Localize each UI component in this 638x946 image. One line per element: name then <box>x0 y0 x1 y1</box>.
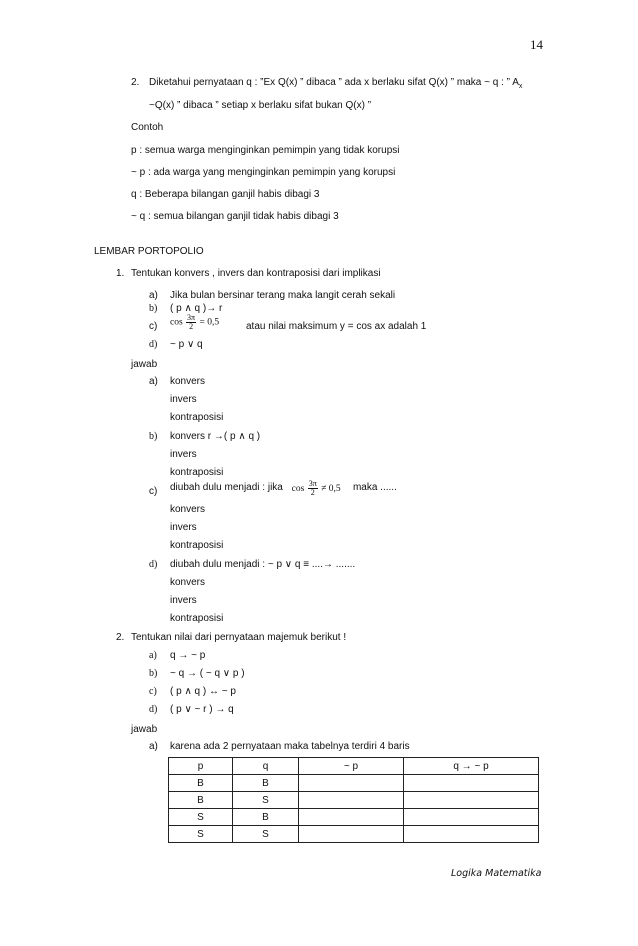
table-cell <box>299 826 404 843</box>
q2-b-text: ~ q → ( ~ q ∨ p ) <box>170 668 245 679</box>
q1-c-label: c) <box>149 321 158 332</box>
q2-a-label: a) <box>149 650 157 661</box>
jawab-1-label: jawab <box>131 359 158 370</box>
q2-b-label: b) <box>149 668 158 679</box>
table-cell: B <box>233 775 299 792</box>
section-title: LEMBAR PORTOPOLIO <box>94 246 204 257</box>
table-cell: B <box>169 792 233 809</box>
example-4: ~ q : semua bilangan ganjil tidak habis dibagi 3 <box>131 211 339 222</box>
q2-c-text: ( p ∧ q ) ↔ ~ p <box>170 686 236 697</box>
q1-b-label: b) <box>149 303 158 314</box>
j1-c-post: maka ...... <box>352 482 397 494</box>
q1-text: Tentukan konvers , invers dan kontraposisi dari implikasi <box>131 268 381 279</box>
q1-c-formula <box>170 314 219 331</box>
table-cell <box>404 775 539 792</box>
j1-c-line <box>170 480 397 497</box>
table-row <box>169 826 539 843</box>
j1-a-konvers: konvers <box>170 376 206 387</box>
table-cell: S <box>233 792 299 809</box>
table-header-cell: ~ p <box>299 758 404 775</box>
j1-d-invers: invers <box>170 595 197 606</box>
table-row <box>169 809 539 826</box>
j1-b-invers: invers <box>170 449 197 460</box>
table-header-cell: p <box>169 758 233 775</box>
table-cell <box>299 809 404 826</box>
table-cell <box>299 775 404 792</box>
j1-c-invers: invers <box>170 522 197 533</box>
cos-text: cos <box>170 317 183 328</box>
q1-a-label: a) <box>149 290 158 301</box>
fraction <box>186 314 196 331</box>
j1-c-konvers: konvers <box>170 504 206 515</box>
j1-c-kontraposisi: kontraposisi <box>170 540 224 551</box>
q2-c-label: c) <box>149 686 157 697</box>
contoh-label: Contoh <box>131 122 164 133</box>
fraction <box>308 480 318 497</box>
j1-d-kontraposisi: kontraposisi <box>170 613 224 624</box>
table-row <box>169 775 539 792</box>
table-cell: B <box>233 809 299 826</box>
j2-a-label: a) <box>149 741 158 752</box>
fraction-numerator: 3π <box>187 313 196 322</box>
not-equals-value: ≠ 0,5 <box>321 483 341 494</box>
table-cell <box>299 792 404 809</box>
table-cell: S <box>233 826 299 843</box>
j1-d-label: d) <box>149 559 158 570</box>
q2-d-text: ( p ∨ ~ r ) → q <box>170 704 234 715</box>
fraction-numerator: 3π <box>308 479 317 488</box>
q1-d-text: ~ p ∨ q <box>170 339 203 350</box>
page-number: 14 <box>530 37 543 52</box>
q1-c-text: atau nilai maksimum y = cos ax adalah 1 <box>246 321 427 332</box>
q2-text: Tentukan nilai dari pernyataan majemuk berikut ! <box>131 632 347 643</box>
q1-a-text: Jika bulan bersinar terang maka langit cerah sekali <box>170 290 396 301</box>
fraction-denominator: 2 <box>310 488 315 497</box>
q1-number: 1. <box>116 268 125 279</box>
table-cell <box>404 792 539 809</box>
q2-d-label: d) <box>149 704 158 715</box>
intro-item-number: 2. <box>131 77 140 88</box>
cos-text: cos <box>291 483 305 494</box>
table-header-cell: q <box>233 758 299 775</box>
q1-d-label: d) <box>149 339 158 350</box>
table-cell <box>404 826 539 843</box>
footer-text: Logika Matematika <box>451 868 542 879</box>
j1-a-invers: invers <box>170 394 197 405</box>
j1-b-label: b) <box>149 431 158 442</box>
example-1: p : semua warga menginginkan pemimpin yang tidak korupsi <box>131 145 400 156</box>
j1-a-label: a) <box>149 376 158 387</box>
jawab-2-label: jawab <box>131 724 158 735</box>
truth-table <box>168 757 539 843</box>
intro-line-2: ~Q(x) ” dibaca ” setiap x berlaku sifat bukan Q(x) ” <box>149 100 372 111</box>
intro-line-1 <box>149 78 522 90</box>
j2-a-text: karena ada 2 pernyataan maka tabelnya terdiri 4 baris <box>170 741 410 752</box>
j1-b-kontraposisi: kontraposisi <box>170 467 224 478</box>
j1-b-konvers: konvers r →( p ∧ q ) <box>170 431 261 442</box>
j1-d-konvers: konvers <box>170 577 206 588</box>
q1-b-text: ( p ∧ q )→ r <box>170 303 223 314</box>
example-3: q : Beberapa bilangan ganjil habis dibagi 3 <box>131 189 320 200</box>
j1-a-kontraposisi: kontraposisi <box>170 412 224 423</box>
intro-line-1-subscript: x <box>518 83 523 90</box>
table-header-row <box>169 758 539 775</box>
table-cell: S <box>169 809 233 826</box>
table-header-cell: q → ~ p <box>404 758 539 775</box>
example-2: ~ p : ada warga yang menginginkan pemimpin yang korupsi <box>131 167 396 178</box>
q2-number: 2. <box>116 632 125 643</box>
fraction-denominator: 2 <box>189 322 194 331</box>
table-cell: B <box>169 775 233 792</box>
table-cell: S <box>169 826 233 843</box>
intro-line-1-text: Diketahui pernyataan q : ”Ex Q(x) ” dibaca ” ada x berlaku sifat Q(x) ” maka ~ q : ” A <box>149 77 519 88</box>
j1-c-pre: diubah dulu menjadi : jika <box>170 482 283 494</box>
table-row <box>169 792 539 809</box>
q2-a-text: q → ~ p <box>170 650 206 661</box>
equals-value: = 0,5 <box>199 317 220 328</box>
j1-d-text: diubah dulu menjadi : ~ p ∨ q ≡ ....→ ....... <box>170 559 356 570</box>
j1-c-label: c) <box>149 486 158 497</box>
table-cell <box>404 809 539 826</box>
